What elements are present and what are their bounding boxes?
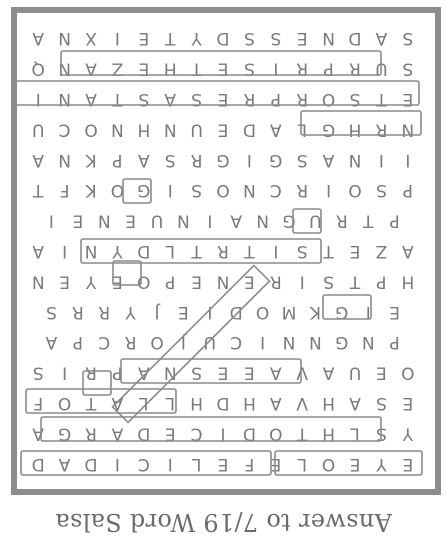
- grid-letter: A: [269, 362, 282, 383]
- grid-letter: S: [191, 180, 202, 201]
- grid-letter: T: [85, 393, 97, 413]
- grid-letter: D: [31, 453, 45, 474]
- grid-letter: D: [137, 241, 151, 261]
- grid-letter: S: [244, 28, 255, 49]
- grid-letter: I: [405, 149, 411, 170]
- grid-letter: I: [207, 210, 213, 231]
- grid-letter: T: [349, 271, 361, 292]
- grid-letter: Y: [125, 301, 136, 322]
- grid-letter: E: [389, 301, 400, 322]
- grid-letter: A: [45, 332, 58, 353]
- grid-letter: R: [335, 210, 348, 231]
- grid-letter: R: [296, 89, 309, 109]
- grid-letter: P: [165, 271, 176, 292]
- grid-letter: A: [111, 393, 124, 413]
- grid-letter: E: [217, 89, 229, 109]
- grid-letter: O: [57, 393, 72, 413]
- grid-letter: R: [243, 89, 256, 109]
- grid-letter: A: [164, 89, 177, 109]
- grid-letter: L: [297, 453, 307, 474]
- answer-caption: Answer to 7/19 Word Salsa: [55, 508, 392, 537]
- grid-letter: A: [32, 423, 45, 444]
- grid-letter: A: [375, 28, 388, 49]
- grid-letter: A: [85, 58, 97, 79]
- grid-letter: D: [137, 423, 151, 444]
- grid-letter: A: [269, 393, 282, 413]
- grid-letter: M: [281, 301, 297, 322]
- grid-letter: S: [402, 28, 414, 49]
- grid-letter: F: [244, 453, 255, 474]
- grid-letter: Z: [375, 241, 388, 261]
- grid-letter: N: [401, 119, 415, 140]
- grid-letter: I: [114, 28, 120, 49]
- grid-letter: A: [137, 149, 150, 170]
- grid-letter: T: [33, 180, 44, 201]
- grid-letter: X: [85, 28, 97, 49]
- grid-letter: H: [401, 271, 415, 292]
- grid-letter: S: [46, 301, 57, 322]
- grid-letter: E: [244, 362, 255, 383]
- grid-letter: N: [163, 119, 177, 140]
- grid-letter: S: [323, 271, 334, 292]
- grid-letter: A: [349, 393, 361, 413]
- grid-letter: S: [32, 362, 44, 383]
- grid-letter: P: [270, 89, 281, 109]
- grid-letter: H: [137, 119, 151, 140]
- grid-letter: D: [216, 28, 230, 49]
- grid-letter: I: [35, 89, 41, 109]
- grid-letter: R: [375, 119, 388, 140]
- grid-letter: A: [322, 362, 335, 383]
- grid-letter: T: [323, 241, 334, 261]
- grid-letter: R: [190, 149, 203, 170]
- grid-letter: G: [58, 423, 72, 444]
- grid-letter: I: [246, 149, 252, 170]
- grid-letter: I: [114, 453, 120, 474]
- grid-letter: T: [165, 28, 176, 49]
- grid-letter: P: [389, 332, 400, 353]
- grid-letter: G: [335, 301, 349, 322]
- grid-letter: L: [191, 453, 202, 474]
- grid-letter: E: [72, 210, 84, 231]
- grid-letter: V: [296, 393, 309, 413]
- grid-letter: N: [84, 241, 98, 261]
- grid-letter: U: [31, 119, 45, 140]
- grid-letter: S: [376, 393, 387, 413]
- grid-letter: T: [191, 241, 202, 261]
- grid-letter: R: [296, 58, 309, 79]
- grid-letter: I: [365, 301, 371, 322]
- grid-letter: U: [309, 210, 322, 231]
- grid-letter: O: [84, 119, 98, 140]
- grid-letter: N: [58, 58, 71, 79]
- grid-letter: S: [270, 28, 282, 49]
- grid-letter: E: [112, 271, 123, 292]
- grid-letter: L: [297, 119, 307, 140]
- grid-letter: H: [322, 393, 335, 413]
- grid-letter: C: [98, 332, 111, 353]
- grid-letter: C: [58, 119, 71, 140]
- grid-letter: O: [216, 180, 230, 201]
- grid-letter: R: [296, 180, 309, 201]
- grid-letter: E: [376, 362, 387, 383]
- grid-letter: E: [164, 423, 176, 444]
- grid-letter: I: [167, 180, 173, 201]
- grid-letter: P: [323, 58, 334, 79]
- grid-letter: N: [348, 149, 362, 170]
- answer-ring: [26, 389, 176, 413]
- grid-letter: A: [111, 423, 124, 444]
- grid-letter: T: [112, 89, 123, 109]
- grid-letter: O: [321, 89, 336, 109]
- grid-letter: D: [242, 119, 256, 140]
- grid-letter: Q: [31, 58, 45, 79]
- grid-letter: A: [230, 210, 243, 231]
- grid-letter: G: [322, 119, 336, 140]
- grid-letter: I: [48, 210, 54, 231]
- grid-letter: T: [191, 58, 202, 79]
- grid-letter: A: [137, 362, 150, 383]
- word-search-grid: [11, 7, 441, 495]
- grid-letter: G: [335, 332, 349, 353]
- grid-letter: G: [216, 149, 230, 170]
- grid-letter: E: [296, 28, 308, 49]
- grid-letter: N: [243, 180, 256, 201]
- grid-letter: R: [217, 241, 229, 261]
- grid-letter: D: [242, 423, 256, 444]
- grid-letter: L: [165, 241, 175, 261]
- grid-letter: E: [217, 453, 229, 474]
- grid-letter: U: [203, 332, 217, 353]
- grid-letter: R: [71, 301, 84, 322]
- grid-letter: P: [402, 180, 413, 201]
- grid-letter: G: [137, 180, 151, 201]
- grid-letter: P: [72, 332, 83, 353]
- grid-letter: N: [309, 332, 322, 353]
- grid-letter: O: [269, 423, 283, 444]
- grid-letter: F: [59, 180, 70, 201]
- grid-letter: S: [138, 89, 150, 109]
- grid-letter: E: [349, 241, 361, 261]
- grid-letter: N: [256, 210, 269, 231]
- grid-letter: N: [361, 332, 375, 353]
- grid-letter: K: [309, 301, 321, 322]
- grid-letter: Y: [191, 28, 202, 49]
- grid-letter: A: [58, 453, 71, 474]
- grid-letter: Y: [376, 453, 387, 474]
- grid-letter: E: [138, 58, 150, 79]
- grid-letter: D: [216, 393, 230, 413]
- grid-letter: I: [167, 453, 173, 474]
- grid-letter: U: [348, 362, 362, 383]
- grid-letter: R: [85, 423, 97, 444]
- grid-letter: I: [273, 241, 279, 261]
- grid-letter: N: [97, 210, 111, 231]
- grid-letter: H: [243, 393, 256, 413]
- grid-letter: S: [402, 58, 414, 79]
- grid-letter: N: [58, 28, 71, 49]
- grid-letter: S: [191, 89, 202, 109]
- grid-letter: S: [296, 149, 308, 170]
- grid-letter: E: [349, 453, 361, 474]
- grid-letter: S: [349, 89, 361, 109]
- grid-letter: A: [85, 89, 97, 109]
- grid-letter: Y: [85, 271, 97, 292]
- grid-letter: J: [180, 332, 186, 353]
- grid-letter: Y: [402, 423, 413, 444]
- grid-letter: E: [244, 271, 255, 292]
- grid-letter: L: [165, 393, 175, 413]
- grid-letter: T: [376, 89, 387, 109]
- grid-letter: D: [229, 301, 243, 322]
- grid-letter: I: [207, 301, 213, 322]
- grid-letter: U: [150, 210, 164, 231]
- grid-letter: A: [322, 149, 335, 170]
- grid-letter: N: [31, 271, 45, 292]
- grid-letter: N: [177, 210, 190, 231]
- grid-letter: S: [191, 362, 202, 383]
- grid-letter: N: [216, 271, 230, 292]
- grid-letter: Z: [111, 58, 124, 79]
- grid-letter: O: [401, 362, 415, 383]
- grid-letter: N: [111, 119, 124, 140]
- grid-letter: N: [58, 149, 71, 170]
- grid-letter: Y: [112, 241, 123, 261]
- grid-letter: E: [402, 453, 414, 474]
- grid-letter: H: [348, 119, 362, 140]
- grid-letter: E: [191, 271, 202, 292]
- grid-letter: T: [297, 423, 308, 444]
- grid-letter: E: [217, 58, 229, 79]
- grid-letter: O: [255, 301, 270, 322]
- grid-letter: E: [125, 210, 136, 231]
- grid-letter: E: [217, 362, 229, 383]
- grid-letter: O: [321, 453, 336, 474]
- grid-letter: D: [348, 28, 362, 49]
- grid-letter: V: [296, 362, 309, 383]
- grid-letter: A: [32, 241, 45, 261]
- grid-letter: I: [299, 271, 305, 292]
- grid-letter: P: [389, 210, 400, 231]
- grid-letter: E: [59, 271, 70, 292]
- grid-letter: J: [154, 301, 160, 322]
- grid-letter: R: [269, 271, 282, 292]
- grid-letter: C: [137, 453, 150, 474]
- grid-letter: S: [164, 149, 176, 170]
- grid-letter: G: [269, 149, 283, 170]
- grid-letter: P: [112, 149, 123, 170]
- grid-letter: L: [350, 423, 360, 444]
- grid-letter: R: [124, 332, 137, 353]
- grid-letter: A: [32, 149, 45, 170]
- grid-letter: N: [58, 89, 71, 109]
- grid-letter: G: [282, 210, 296, 231]
- grid-letter: E: [270, 453, 282, 474]
- grid-letter: N: [322, 28, 335, 49]
- grid-letter: A: [401, 241, 414, 261]
- grid-letter: S: [244, 58, 255, 79]
- grid-letter: U: [375, 58, 388, 79]
- grid-letter: P: [376, 271, 387, 292]
- grid-letter: H: [190, 393, 203, 413]
- grid-letter: I: [273, 58, 279, 79]
- grid-letter: P: [112, 362, 123, 383]
- grid-letter: E: [402, 393, 414, 413]
- grid-letter: S: [296, 241, 308, 261]
- grid-letter: I: [62, 241, 68, 261]
- grid-letter: C: [230, 332, 243, 353]
- grid-letter: U: [190, 119, 203, 140]
- grid-letter: S: [376, 180, 387, 201]
- grid-letter: R: [98, 301, 111, 322]
- grid-letter: I: [62, 362, 68, 383]
- grid-letter: T: [244, 241, 255, 261]
- grid-letter: C: [190, 423, 203, 444]
- grid-letter: O: [137, 271, 151, 292]
- grid-letter: O: [150, 332, 164, 353]
- grid-letter: I: [326, 180, 332, 201]
- grid-letter: F: [33, 393, 44, 413]
- grid-letter: A: [269, 119, 282, 140]
- grid-letter: E: [178, 301, 189, 322]
- grid-letter: E: [402, 89, 414, 109]
- grid-letter: E: [138, 28, 150, 49]
- grid-letter: K: [85, 180, 97, 201]
- grid-letter: K: [85, 149, 97, 170]
- grid-letter: N: [163, 362, 177, 383]
- grid-letter: H: [322, 423, 335, 444]
- grid-letter: A: [32, 28, 45, 49]
- grid-letter: E: [217, 119, 229, 140]
- grid-letter: I: [378, 149, 384, 170]
- grid-letter: T: [363, 210, 374, 231]
- grid-letter: O: [348, 180, 362, 201]
- grid-letter: C: [269, 180, 282, 201]
- grid-letter: O: [110, 180, 125, 201]
- grid-letter: I: [260, 332, 266, 353]
- grid-letter: R: [349, 58, 361, 79]
- grid-letter: N: [282, 332, 296, 353]
- grid-letter: H: [163, 58, 177, 79]
- grid-letter: D: [84, 453, 98, 474]
- grid-letter: I: [220, 423, 226, 444]
- grid-letter: S: [376, 423, 387, 444]
- grid-letter: R: [85, 362, 97, 383]
- grid-letter: L: [139, 393, 149, 413]
